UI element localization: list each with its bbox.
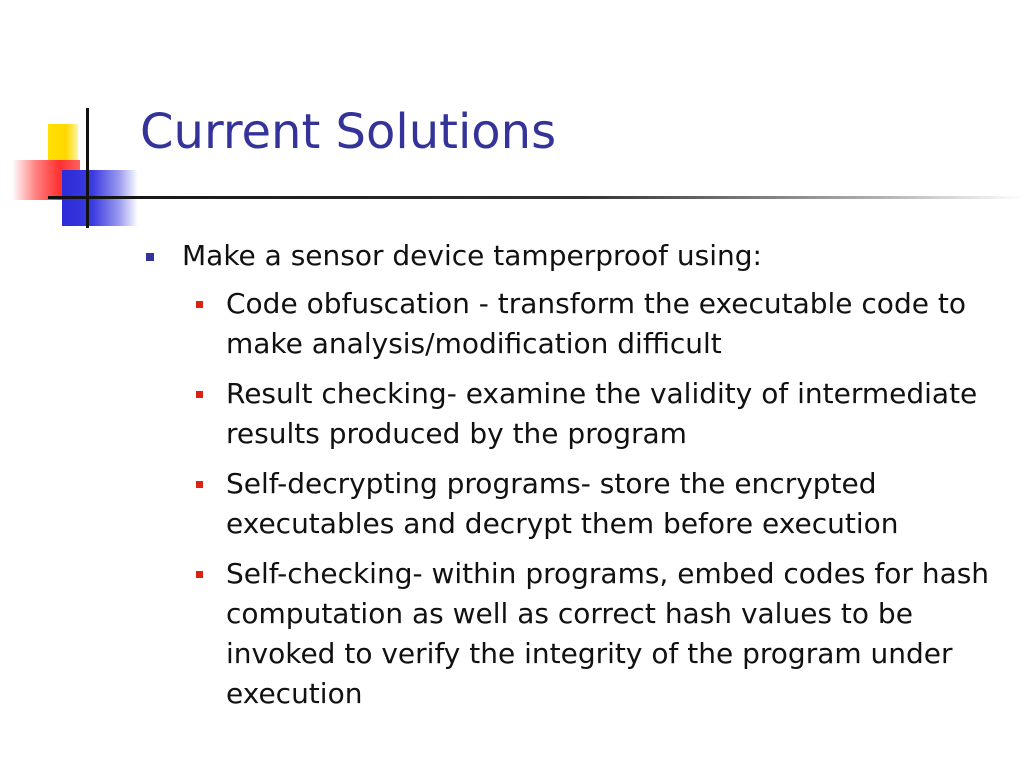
sub-bullet-text: Self-decrypting programs- store the encrypted executables and decrypt them before execution <box>226 467 899 540</box>
bullet-text: Make a sensor device tamperproof using: <box>182 239 762 272</box>
square-bullet-icon <box>196 571 203 578</box>
sub-bullet-text: Result checking- examine the validity of intermediate results produced by the program <box>226 377 978 450</box>
sub-bullet-item <box>196 554 996 714</box>
sub-bullet-text: Self-checking- within programs, embed codes for hash computation as well as correct hash values to be invoked to verify the integrity of the program under execution <box>226 557 990 710</box>
square-bullet-icon <box>196 391 203 398</box>
square-bullet-icon <box>196 481 203 488</box>
slide-title: Current Solutions <box>140 104 557 160</box>
square-bullet-icon <box>146 253 154 261</box>
square-bullet-icon <box>196 301 203 308</box>
sub-bullet-text: Code obfuscation - transform the executable code to make analysis/modification difficult <box>226 287 966 360</box>
sub-bullet-item <box>196 374 996 454</box>
sub-bullet-item <box>196 284 996 364</box>
sub-bullet-item <box>196 464 996 544</box>
sub-bullet-list <box>196 284 996 724</box>
